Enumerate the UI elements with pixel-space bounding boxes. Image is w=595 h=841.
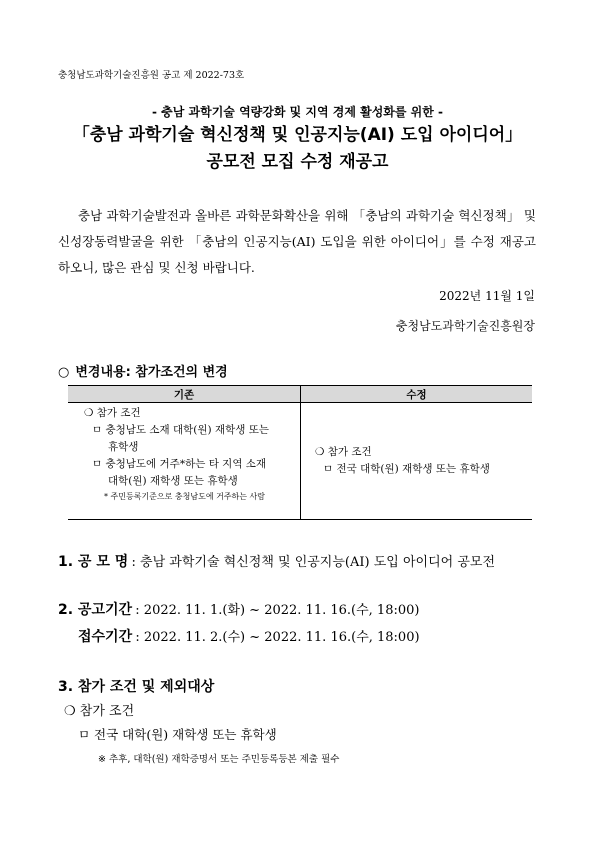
announcement-date: 2022년 11월 1일 [439, 289, 535, 303]
before-footnote: * 주민등록기준으로 충청남도에 거주하는 사람 [104, 492, 266, 501]
before-item2-line2: 대학(원) 재학생 또는 휴학생 [108, 475, 238, 487]
notice-number: 충청남도과학기술진흥원 공고 제 2022-73호 [58, 70, 245, 81]
eligibility-item: ㅁ 전국 대학(원) 재학생 또는 휴학생 [78, 727, 277, 742]
before-item2-line1: ㅁ 충청남도에 거주*하는 타 지역 소재 [92, 458, 267, 470]
change-heading-text: 변경내용: 참가조건의 변경 [75, 365, 228, 380]
eligibility-heading-text: 3. 참가 조건 및 제외대상 [58, 679, 215, 695]
after-cell [301, 403, 533, 520]
eligibility-heading [58, 676, 214, 696]
subtitle: - 충남 과학기술 역량강화 및 지역 경제 활성화를 위한 - [152, 105, 443, 119]
announcement-period-row [58, 599, 419, 619]
page-title-line2: 공모전 모집 수정 재공고 [206, 152, 389, 172]
announcement-period-value: : 2022. 11. 1.(화) ~ 2022. 11. 16.(수, 18:00) [135, 603, 420, 618]
before-item1-line2: 휴학생 [108, 441, 139, 453]
before-cell [68, 403, 301, 520]
page-title: 「충남 과학기술 혁신정책 및 인공지능(AI) 도입 아이디어」 [72, 125, 523, 145]
circle-bullet-icon: ○ [58, 365, 70, 380]
contest-name-value: : 충남 과학기술 혁신정책 및 인공지능(AI) 도입 아이디어 공모전 [131, 555, 496, 570]
receipt-period-value: : 2022. 11. 2.(수) ~ 2022. 11. 16.(수, 18:00) [135, 630, 420, 645]
receipt-period-row [78, 626, 420, 646]
before-item1-line1: ㅁ 충청남도 소재 대학(원) 재학생 또는 [92, 424, 270, 436]
intro-paragraph: 충남 과학기술발전과 올바른 과학문화확산을 위해 「충남의 과학기술 혁신정책」 및 신성장동력발굴을 위한 「충남의 인공지능(AI) 도입을 위한 아이디어」를 수정 재공고하오니, 많은 관심 및 신청 바랍니다. [58, 208, 536, 275]
eligibility-subheading: ❍ 참가 조건 [64, 704, 135, 719]
change-table-row [68, 403, 532, 520]
before-title: ❍ 참가 조건 [84, 407, 141, 419]
col-after-header: 수정 [301, 386, 533, 403]
contest-name-row [58, 551, 495, 571]
change-table-header [68, 386, 532, 403]
eligibility-note: ※ 추후, 대학(원) 재학증명서 또는 주민등록등본 제출 필수 [98, 754, 340, 765]
contest-name-label: 1. 공 모 명 [58, 554, 129, 570]
col-before-header: 기존 [68, 386, 301, 403]
receipt-period-label: 접수기간 [78, 629, 133, 645]
change-section-heading [58, 361, 228, 380]
issuing-organization: 충청남도과학기술진흥원장 [395, 319, 535, 333]
announcement-period-label: 2. 공고기간 [58, 602, 133, 618]
after-title: ❍ 참가 조건 [315, 446, 372, 458]
change-table [68, 385, 532, 520]
after-item1: ㅁ 전국 대학(원) 재학생 또는 휴학생 [323, 463, 490, 475]
